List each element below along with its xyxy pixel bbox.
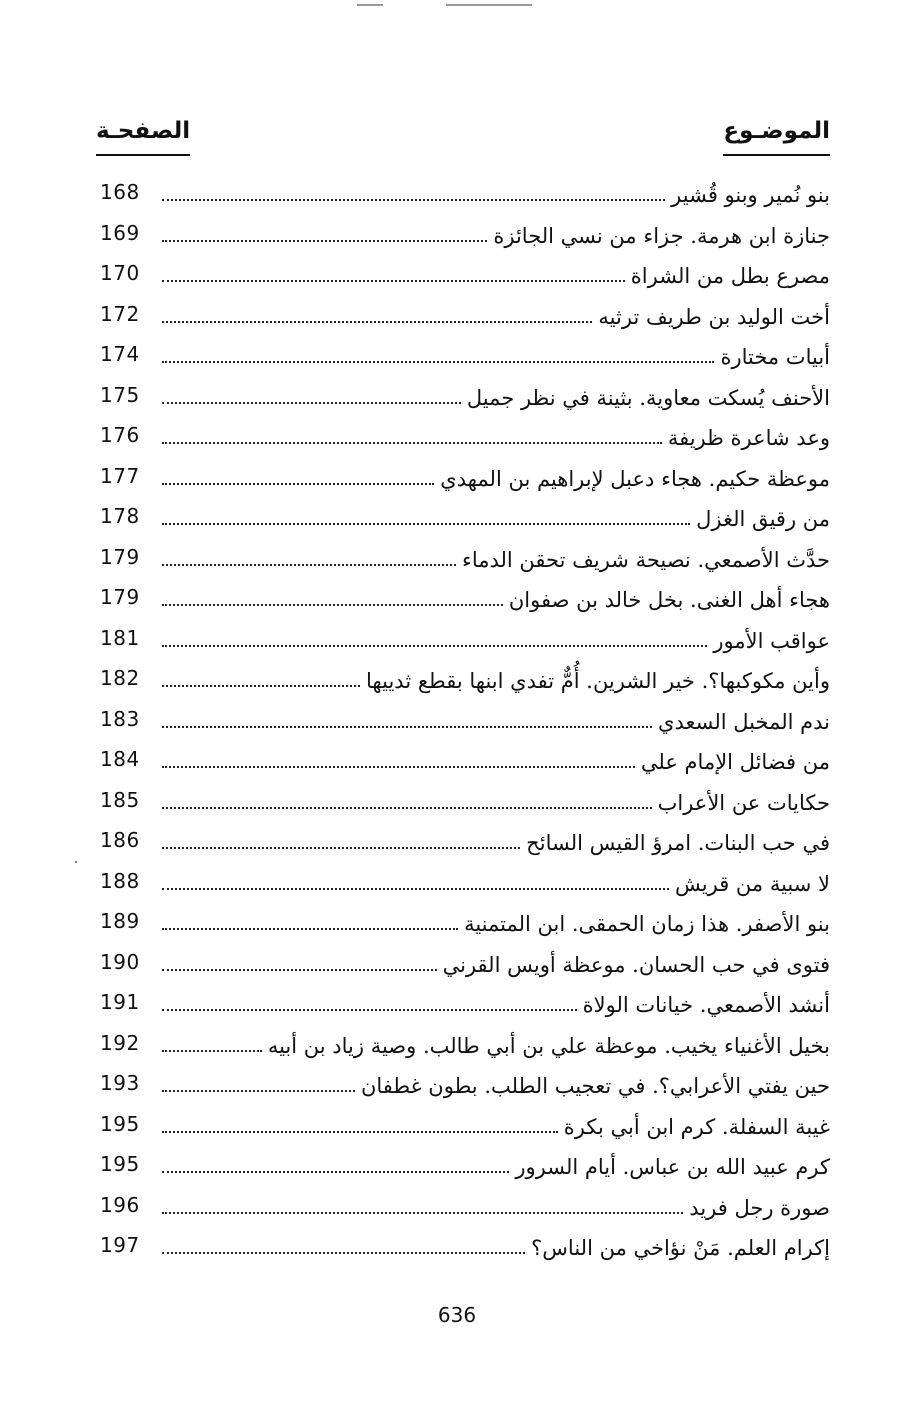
toc-entry-title: أخت الوليد بن طريف ترثيه (598, 304, 830, 329)
toc-entry-title: حكايات عن الأعراب (657, 790, 830, 815)
dot-leader (162, 402, 461, 404)
toc-entry-line (162, 986, 830, 1020)
toc-entry-line (162, 703, 830, 737)
toc-entry-page: 179 (100, 544, 140, 569)
toc-entry-title: من رقيق الغزل (696, 507, 830, 531)
toc-entry-page: 192 (100, 1030, 140, 1055)
toc-entry[interactable] (0, 1187, 914, 1228)
toc-entry[interactable] (0, 377, 914, 418)
toc-entry-page: 196 (100, 1192, 140, 1217)
toc-entry-page: 178 (100, 504, 140, 528)
toc-entry-page: 184 (100, 747, 140, 771)
scan-speck (75, 861, 77, 863)
toc-entry[interactable] (0, 579, 914, 620)
dot-leader (162, 1090, 355, 1092)
toc-entry-line (162, 581, 830, 615)
toc-entry[interactable] (0, 1146, 914, 1187)
toc-entry-title: الأحنف يُسكت معاوية. بثينة في نظر جميل (466, 385, 830, 410)
toc-entry-page: 185 (100, 787, 140, 812)
toc-entry-title: وعد شاعرة ظريفة (667, 426, 830, 450)
toc-entry-line (162, 905, 830, 939)
toc-entry[interactable] (0, 255, 914, 296)
toc-entry[interactable] (0, 1106, 914, 1147)
toc-entry-title: فتوى في حب الحسان. موعظة أويس القرني (442, 952, 830, 977)
toc-entry-page: 191 (100, 990, 140, 1014)
dot-leader (162, 483, 434, 485)
toc-entry[interactable] (0, 620, 914, 661)
toc-entry[interactable] (0, 174, 914, 215)
toc-entry[interactable] (0, 903, 914, 944)
toc-entry-title: عواقب الأمور (713, 628, 830, 653)
toc-entry-line (162, 298, 830, 332)
toc-entry[interactable] (0, 741, 914, 782)
toc-entry-page: 190 (100, 949, 140, 974)
dot-leader (162, 604, 503, 606)
toc-header (0, 118, 914, 168)
dot-leader (162, 928, 458, 930)
toc-entry[interactable] (0, 336, 914, 377)
toc-entry-line (162, 541, 830, 575)
page-number: 636 (437, 1303, 477, 1327)
toc-entry-page: 193 (100, 1071, 140, 1095)
toc-entry[interactable] (0, 1227, 914, 1268)
toc-entry[interactable] (0, 782, 914, 823)
toc-entry-line (162, 865, 830, 899)
dot-leader (162, 969, 437, 971)
toc-entry-line (162, 784, 830, 818)
dot-leader (162, 321, 592, 323)
page-column-heading: الصفحـة (96, 118, 190, 156)
toc-entry-page: 195 (100, 1152, 140, 1176)
toc-entry-page: 197 (100, 1233, 140, 1257)
dot-leader (162, 240, 487, 242)
table-of-contents (0, 174, 914, 1268)
toc-entry-title: حين يفتي الأعرابي؟. في تعجيب الطلب. بطون غطفان (360, 1074, 830, 1098)
toc-entry-page: 172 (100, 301, 140, 326)
top-rule-right (446, 4, 532, 6)
toc-entry-title: في حب البنات. امرؤ القيس السائح (526, 831, 830, 855)
toc-entry-title: إكرام العلم. مَنْ نؤاخي من الناس؟ (531, 1236, 830, 1260)
dot-leader (162, 847, 520, 849)
toc-entry-line (162, 1189, 830, 1223)
dot-leader (162, 807, 652, 809)
dot-leader (162, 1050, 262, 1052)
toc-entry-title: أنشد الأصمعي. خيانات الولاة (582, 993, 830, 1017)
toc-entry[interactable] (0, 701, 914, 742)
toc-entry-line (162, 217, 830, 251)
toc-entry[interactable] (0, 863, 914, 904)
dot-leader (162, 1009, 577, 1011)
toc-entry-line (162, 1148, 830, 1182)
dot-leader (162, 1171, 509, 1173)
toc-entry-line (162, 946, 830, 980)
dot-leader (162, 564, 456, 566)
toc-entry-line (162, 743, 830, 777)
toc-entry-page: 176 (100, 423, 140, 447)
dot-leader (162, 1212, 683, 1214)
toc-entry-line (162, 1108, 830, 1142)
toc-entry-line (162, 460, 830, 494)
toc-entry-title: صورة رجل فريد (689, 1195, 830, 1220)
toc-entry-page: 188 (100, 868, 140, 893)
toc-entry[interactable] (0, 1025, 914, 1066)
toc-entry-page: 186 (100, 828, 140, 852)
topic-column-heading: الموضـوع (723, 118, 830, 156)
dot-leader (162, 280, 625, 282)
toc-entry[interactable] (0, 539, 914, 580)
toc-entry[interactable] (0, 498, 914, 539)
dot-leader (162, 442, 662, 444)
toc-entry-title: بنو نُمير وبنو قُشير (671, 183, 830, 207)
toc-entry-title: من فضائل الإمام علي (640, 750, 830, 774)
toc-entry-page: 179 (100, 585, 140, 609)
toc-entry-title: غيبة السفلة. كرم ابن أبي بكرة (563, 1114, 830, 1139)
toc-entry-line (162, 419, 830, 453)
top-rule-left (357, 4, 383, 6)
toc-entry-page: 183 (100, 706, 140, 731)
toc-entry[interactable] (0, 944, 914, 985)
toc-entry[interactable] (0, 296, 914, 337)
toc-entry-page: 174 (100, 342, 140, 366)
dot-leader (162, 523, 690, 525)
toc-entry-page: 169 (100, 220, 140, 245)
toc-entry[interactable] (0, 822, 914, 863)
toc-entry-title: وأين مكوكبها؟. خير الشرين. أُمٌّ تفدي ابنها بقطع ثدييها (366, 669, 830, 693)
toc-entry-line (162, 176, 830, 210)
toc-entry-page: 177 (100, 463, 140, 488)
toc-entry-line (162, 379, 830, 413)
toc-entry[interactable] (0, 984, 914, 1025)
toc-entry-page: 189 (100, 909, 140, 933)
dot-leader (162, 1252, 525, 1254)
dot-leader (162, 726, 652, 728)
toc-entry[interactable] (0, 417, 914, 458)
dot-leader (162, 685, 360, 687)
toc-entry-title: مصرع بطل من الشراة (630, 264, 830, 288)
toc-entry[interactable] (0, 660, 914, 701)
toc-entry-line (162, 824, 830, 858)
toc-entry-title: موعظة حكيم. هجاء دعبل لإبراهيم بن المهدي (440, 466, 830, 491)
toc-entry-line (162, 257, 830, 291)
toc-entry-line (162, 1027, 830, 1061)
toc-entry-title: بخيل الأغنياء يخيب. موعظة علي بن أبي طالب. وصية زياد بن أبيه (267, 1033, 830, 1058)
dot-leader (162, 645, 707, 647)
toc-entry-page: 195 (100, 1111, 140, 1136)
toc-entry-title: أبيات مختارة (720, 345, 830, 369)
dot-leader (162, 888, 669, 890)
toc-entry-title: كرم عبيد الله بن عباس. أيام السرور (515, 1155, 830, 1179)
toc-entry[interactable] (0, 1065, 914, 1106)
toc-entry-line (162, 338, 830, 372)
dot-leader (162, 199, 665, 201)
toc-entry-line (162, 1229, 830, 1263)
toc-entry-page: 175 (100, 382, 140, 407)
toc-entry-line (162, 500, 830, 534)
dot-leader (162, 766, 635, 768)
toc-entry-line (162, 1067, 830, 1101)
dot-leader (162, 361, 714, 363)
dot-leader (162, 1131, 558, 1133)
toc-entry-line (162, 622, 830, 656)
toc-entry[interactable] (0, 215, 914, 256)
toc-entry-page: 168 (100, 180, 140, 204)
toc-entry-page: 182 (100, 666, 140, 690)
toc-entry-title: حدَّث الأصمعي. نصيحة شريف تحقن الدماء (461, 547, 830, 572)
toc-entry-page: 170 (100, 261, 140, 285)
toc-entry-title: بنو الأصفر. هذا زمان الحمقى. ابن المتمنية (464, 912, 830, 936)
toc-entry[interactable] (0, 458, 914, 499)
toc-entry-title: لا سبية من قريش (674, 871, 830, 896)
toc-entry-title: جنازة ابن هرمة. جزاء من نسي الجائزة (493, 223, 830, 248)
toc-entry-title: ندم المخبل السعدي (658, 709, 830, 734)
toc-entry-line (162, 662, 830, 696)
toc-entry-title: هجاء أهل الغنى. بخل خالد بن صفوان (508, 588, 830, 612)
toc-entry-page: 181 (100, 625, 140, 650)
